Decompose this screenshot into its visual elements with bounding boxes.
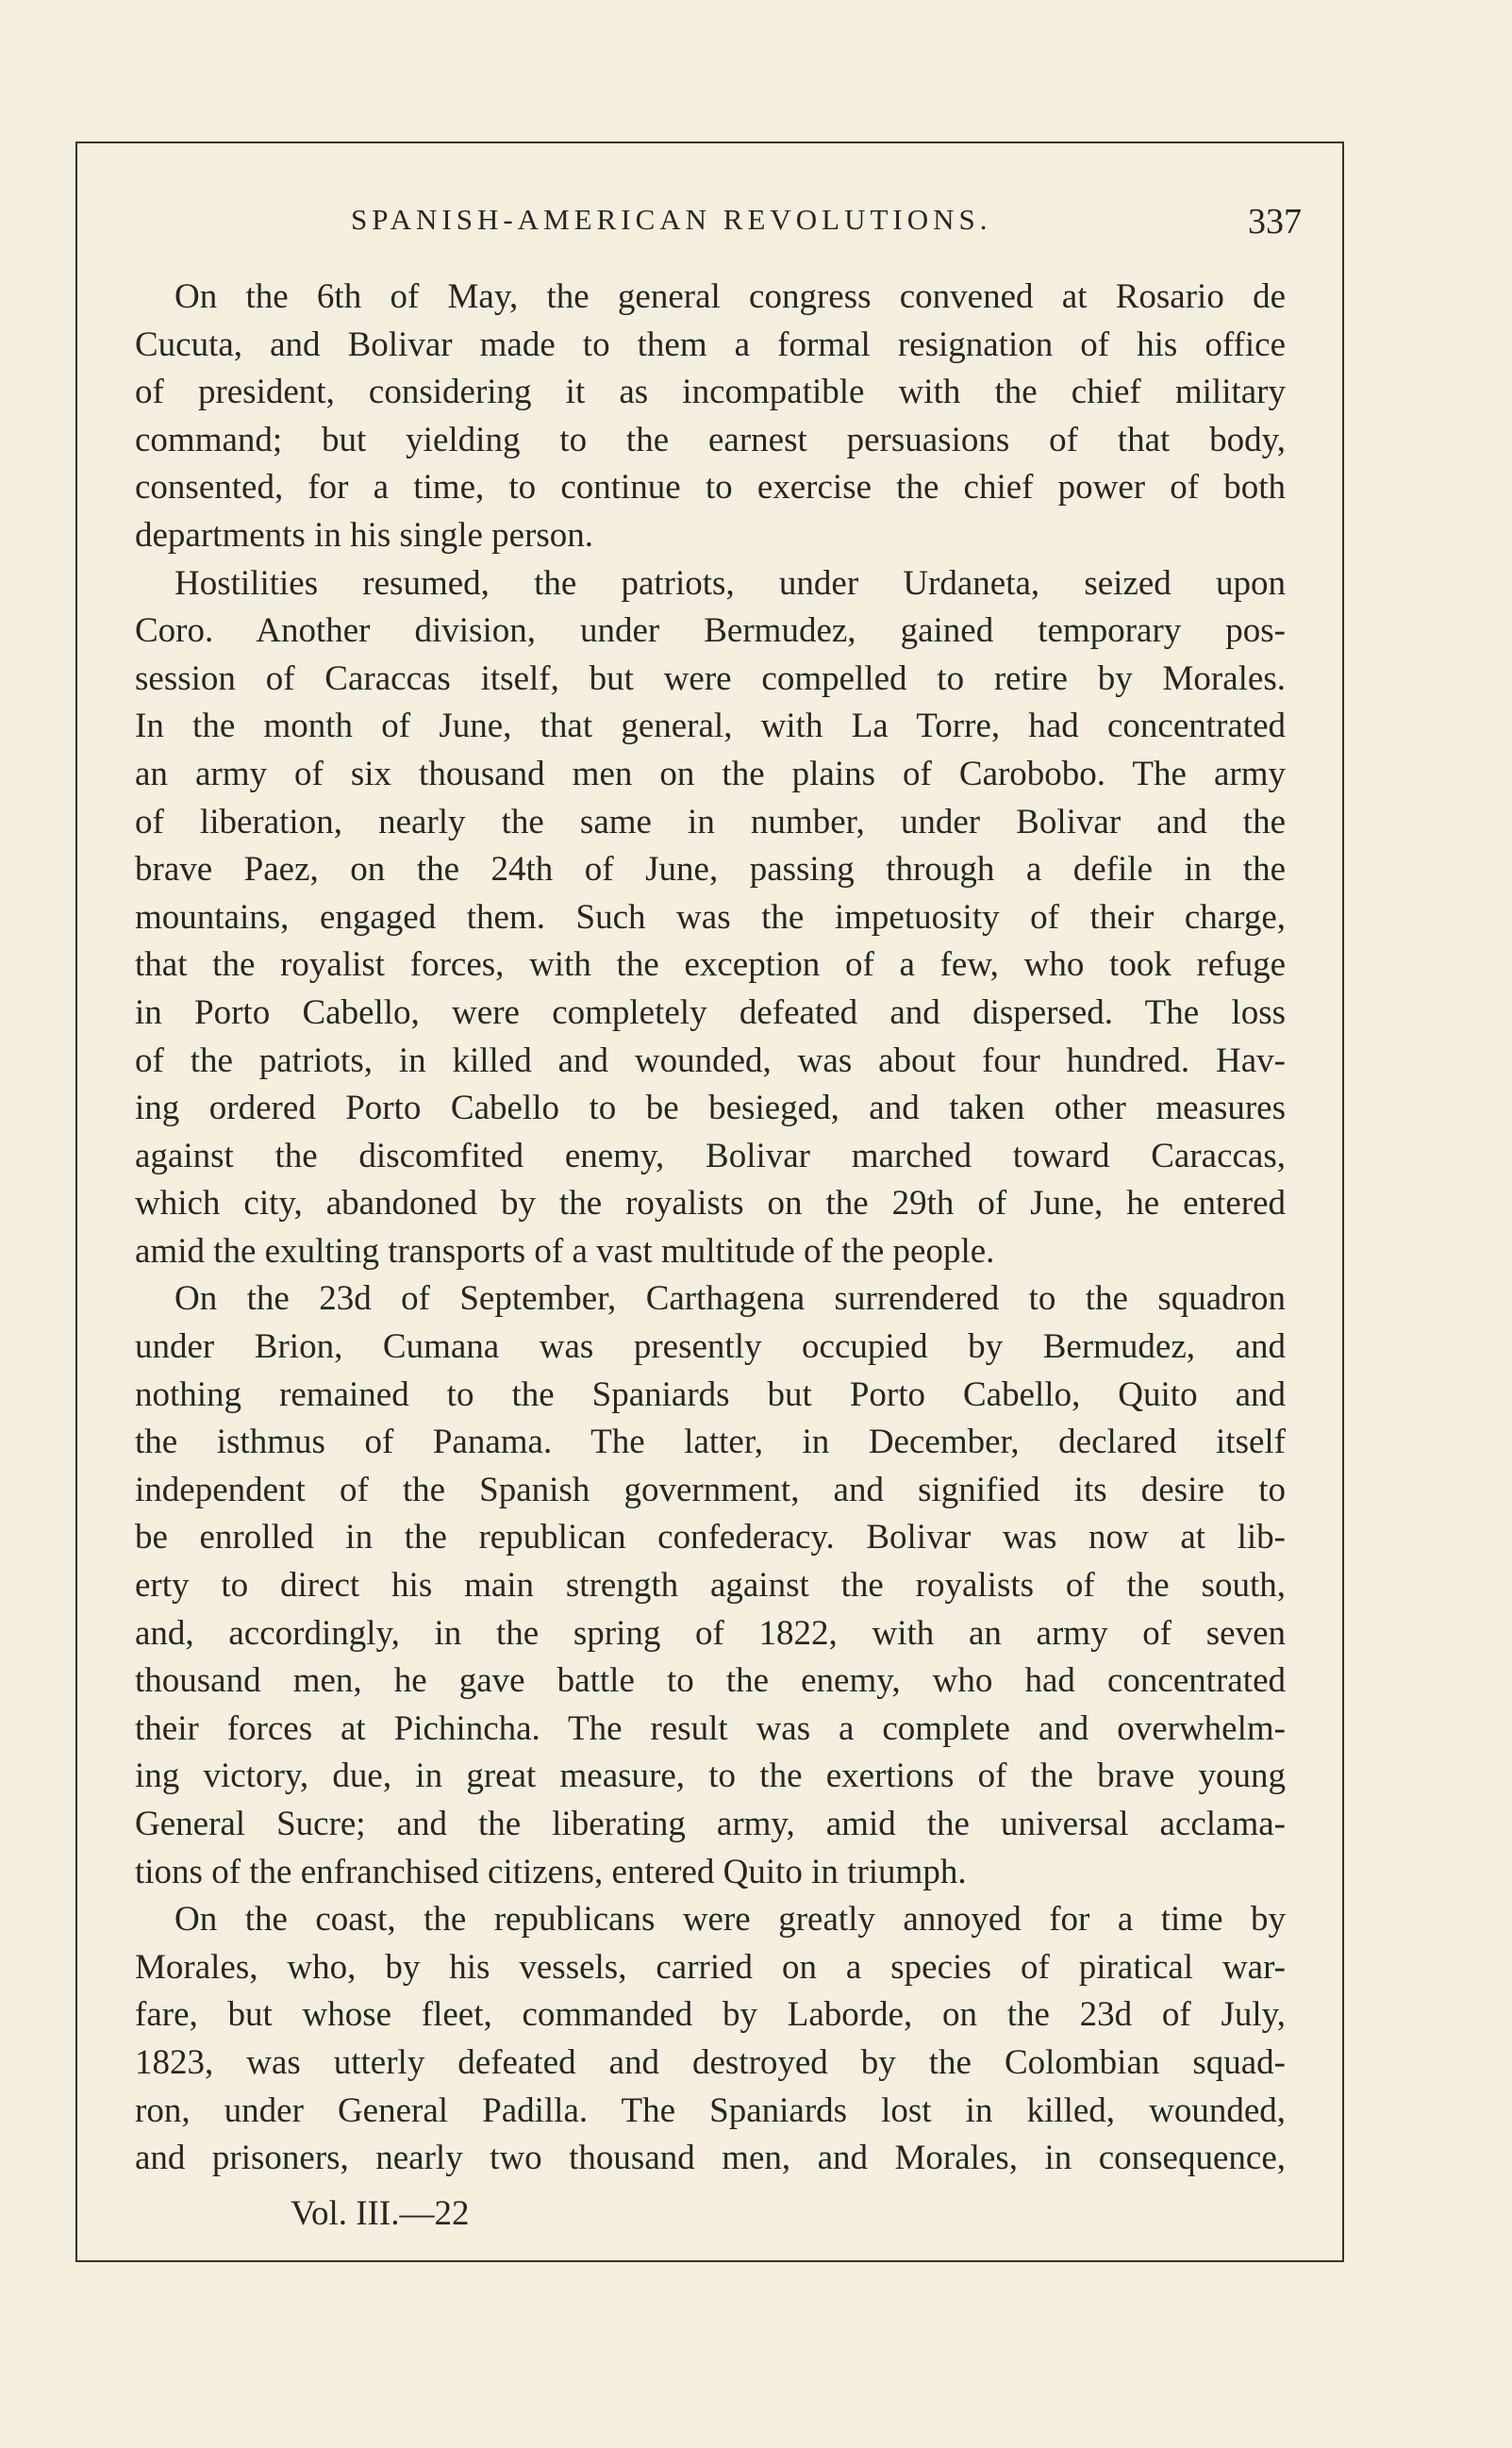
text-line: fare, but whose fleet, commanded by Laborde, on the 23d of July, — [135, 1995, 1286, 2035]
text-line: 1823, was utterly defeated and destroyed by the Colombian squad- — [135, 2042, 1286, 2082]
text-line: which city, abandoned by the royalists on the 29th of June, he entered — [135, 1184, 1286, 1224]
page-header — [132, 193, 1302, 250]
text-line: of liberation, nearly the same in number, under Bolivar and the — [135, 802, 1286, 841]
text-line: erty to direct his main strength against the royalists of the south, — [135, 1566, 1286, 1606]
text-line: Morales, who, by his vessels, carried on a species of piratical war- — [135, 1947, 1286, 1987]
text-line: Hostilities resumed, the patriots, under Urdaneta, seized upon — [174, 563, 1286, 603]
text-line: In the month of June, that general, with La Torre, had concentrated — [135, 707, 1286, 746]
text-line: of the patriots, in killed and wounded, was about four hundred. Hav- — [135, 1041, 1286, 1080]
text-line: and, accordingly, in the spring of 1822, with an army of seven — [135, 1613, 1286, 1653]
paragraph — [135, 274, 1286, 560]
text-line: mountains, engaged them. Such was the impetuosity of their charge, — [135, 897, 1286, 937]
text-line: departments in his single person. — [135, 515, 594, 555]
paragraph — [135, 1275, 1286, 1896]
text-line: command; but yielding to the earnest persuasions of that body, — [135, 420, 1286, 459]
text-line: On the coast, the republicans were greatly annoyed for a time by — [174, 1900, 1286, 1940]
text-line: Cucuta, and Bolivar made to them a formal resignation of his office — [135, 325, 1286, 364]
text-line: be enrolled in the republican confederacy. Bolivar was now at lib- — [135, 1518, 1286, 1557]
text-line: their forces at Pichincha. The result was a complete and overwhelm- — [135, 1708, 1286, 1748]
text-line: On the 6th of May, the general congress convened at Rosario de — [174, 277, 1286, 316]
volume-signature: Vol. III.—22 — [291, 2194, 470, 2233]
text-line: amid the exulting transports of a vast multitude of the people. — [135, 1231, 995, 1271]
text-line: an army of six thousand men on the plains of Carobobo. The army — [135, 754, 1286, 793]
text-line: under Brion, Cumana was presently occupied by Bermudez, and — [135, 1327, 1286, 1367]
text-line: General Sucre; and the liberating army, amid the universal acclama- — [135, 1805, 1286, 1843]
text-line: independent of the Spanish government, and signified its desire to — [135, 1470, 1286, 1509]
text-line: Coro. Another division, under Bermudez, gained temporary pos- — [135, 611, 1286, 651]
text-line: ing ordered Porto Cabello to be besieged, and taken other measures — [135, 1089, 1286, 1128]
text-line: in Porto Cabello, were completely defeated and dispersed. The loss — [135, 992, 1286, 1032]
text-line: ing victory, due, in great measure, to the exertions of the brave young — [135, 1757, 1286, 1796]
text-line: and prisoners, nearly two thousand men, and Morales, in consequence, — [135, 2139, 1286, 2178]
running-title: SPANISH-AMERICAN REVOLUTIONS. — [351, 203, 992, 236]
page-number: 337 — [1248, 202, 1302, 241]
text-line: nothing remained to the Spaniards but Porto Cabello, Quito and — [135, 1374, 1286, 1414]
text-line: that the royalist forces, with the exception of a few, who took refuge — [135, 945, 1286, 985]
text-line: against the discomfited enemy, Bolivar marched toward Caraccas, — [135, 1136, 1286, 1175]
text-line: the isthmus of Panama. The latter, in December, declared itself — [135, 1423, 1286, 1462]
text-line: of president, considering it as incompatible with the chief military — [135, 373, 1286, 412]
text-line: brave Paez, on the 24th of June, passing through a defile in the — [135, 850, 1286, 890]
body-text — [135, 274, 1286, 2183]
paragraph — [135, 1896, 1286, 2183]
text-line: tions of the enfranchised citizens, entered Quito in triumph. — [135, 1852, 967, 1891]
text-line: On the 23d of September, Carthagena surrendered to the squadron — [174, 1279, 1286, 1319]
paragraph — [135, 560, 1286, 1276]
text-line: thousand men, he gave battle to the enemy, who had concentrated — [135, 1661, 1286, 1701]
text-line: ron, under General Padilla. The Spaniards lost in killed, wounded, — [135, 2090, 1286, 2130]
text-line: consented, for a time, to continue to exercise the chief power of both — [135, 468, 1286, 508]
text-line: session of Caraccas itself, but were compelled to retire by Morales. — [135, 658, 1286, 698]
